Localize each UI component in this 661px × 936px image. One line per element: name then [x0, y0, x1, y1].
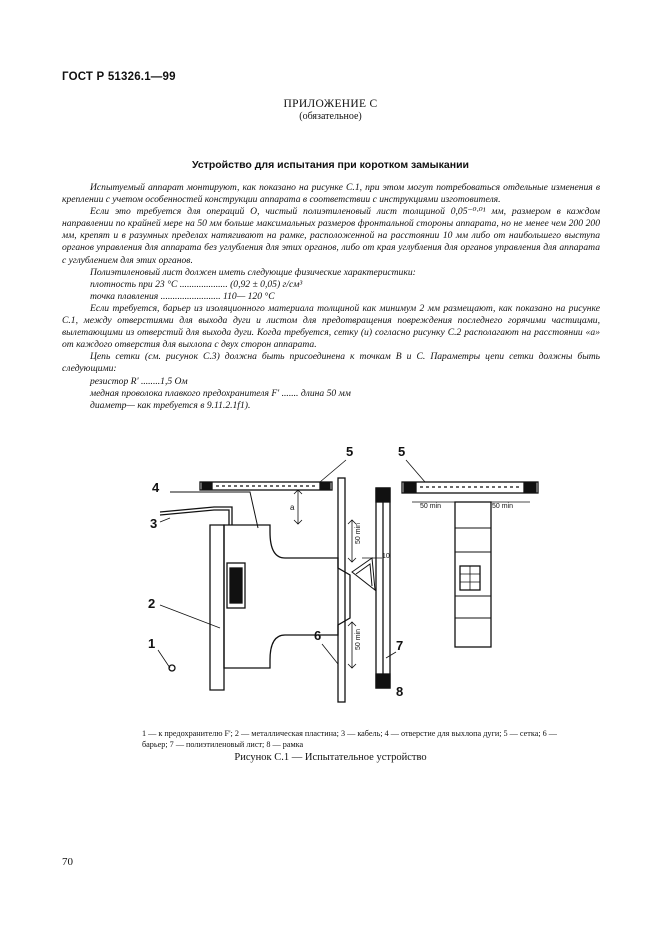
param-line: медная проволока плавкого предохранителя F' ....... длина 50 мм [90, 387, 351, 399]
dim-50-right: 50 min [492, 503, 514, 510]
property-line: точка плавления ......................... 110— 120 °С [90, 290, 275, 302]
annex-status: (обязательное) [299, 111, 362, 122]
paragraph: Полиэтиленовый лист должен иметь следующие физические характеристики: [90, 266, 416, 278]
callout-2: 2 [148, 596, 156, 611]
cable [160, 510, 229, 525]
paragraph: Испытуемый аппарат монтируют, как показано на рисунке С.1, при этом могут потребоваться отдельные изменения в креплении с учетом особенностей конструкции аппарата в соответствии с инструкциями изготовителя. [62, 182, 600, 206]
section-title: Устройство для испытания при коротком замыкании [191, 159, 469, 171]
annex-title: ПРИЛОЖЕНИЕ С [283, 98, 378, 110]
param-line: резистор R' ........1,5 Ом [90, 375, 188, 387]
page-number: 70 [62, 856, 73, 868]
standard-header: ГОСТ Р 51326.1—99 [62, 71, 176, 83]
figure-c1-test-device [120, 440, 560, 710]
callout-7: 7 [396, 638, 404, 653]
dim-50-top: 50 min [355, 522, 362, 544]
metal-plate [210, 525, 224, 690]
paragraph: Цепь сетки (см. рисунок С.3) должна быть присоединена к точкам В и С. Параметры цепи сетки должны быть следующими: [62, 351, 600, 375]
dim-50-bottom: 50 min [355, 628, 362, 650]
callout-5-right: 5 [398, 444, 406, 459]
figure-legend: 1 — к предохранителю F'; 2 — металлическая пластина; 3 — кабель; 4 — отверстие для выхлопа дуги; 5 — сетка; 6 — барьер; 7 — полиэтиленовый лист; 8 — рамка [142, 729, 557, 749]
arc-exhaust [352, 558, 375, 590]
dim-a: a [290, 503, 295, 512]
figure-title: Рисунок С.1 — Испытательное устройство [234, 752, 427, 763]
callout-1: 1 [148, 636, 156, 651]
param-line: диаметр— как требуется в 9.11.2.1f1). [90, 399, 251, 411]
callout-3: 3 [150, 516, 158, 531]
body-text [62, 182, 600, 412]
callout-6: 6 [314, 628, 322, 643]
barrier [338, 478, 345, 702]
paragraph: Если требуется, барьер из изоляционного материала толщиной как минимум 2 мм размещают, как показано на рисунке С.1, между отверстиями для выхода дуги и листом для предотвращения повреждения последнего горячими частицами, вылетающими из отверстий для выхода дуги. Когда требуется, сетку (и) согласно рисунку С.2 располагают на расстоянии «а» от каждого отверстия для выхлопа с двух сторон аппарата. [62, 302, 600, 351]
dim-50-left: 50 min [420, 503, 442, 510]
paragraph: Если это требуется для операций О, чистый полиэтиленовый лист толщиной 0,05⁻⁰·⁰¹ мм, размером в каждом направлении по крайней мере на 50 мм больше максимальных размеров фронтальной стороны аппарата, но не менее чем 200 200 мм, крепят и в разумных пределах натягивают на рамке, расположенной на расстоянии 10 мм либо от наибольшего выступа органов управления для аппарата без углубления для этих органов, либо от края углубления для органов управления для аппарата с углублением для этих органов. [62, 206, 600, 266]
property-line: плотность при 23 °С .................... (0,92 ± 0,05) г/см³ [90, 278, 303, 290]
callout-5: 5 [346, 444, 354, 459]
apparatus-body [224, 525, 350, 668]
callout-8: 8 [396, 684, 404, 699]
apparatus-handle [230, 568, 242, 603]
callout-4: 4 [152, 480, 160, 495]
dim-10: 10 [382, 553, 390, 560]
